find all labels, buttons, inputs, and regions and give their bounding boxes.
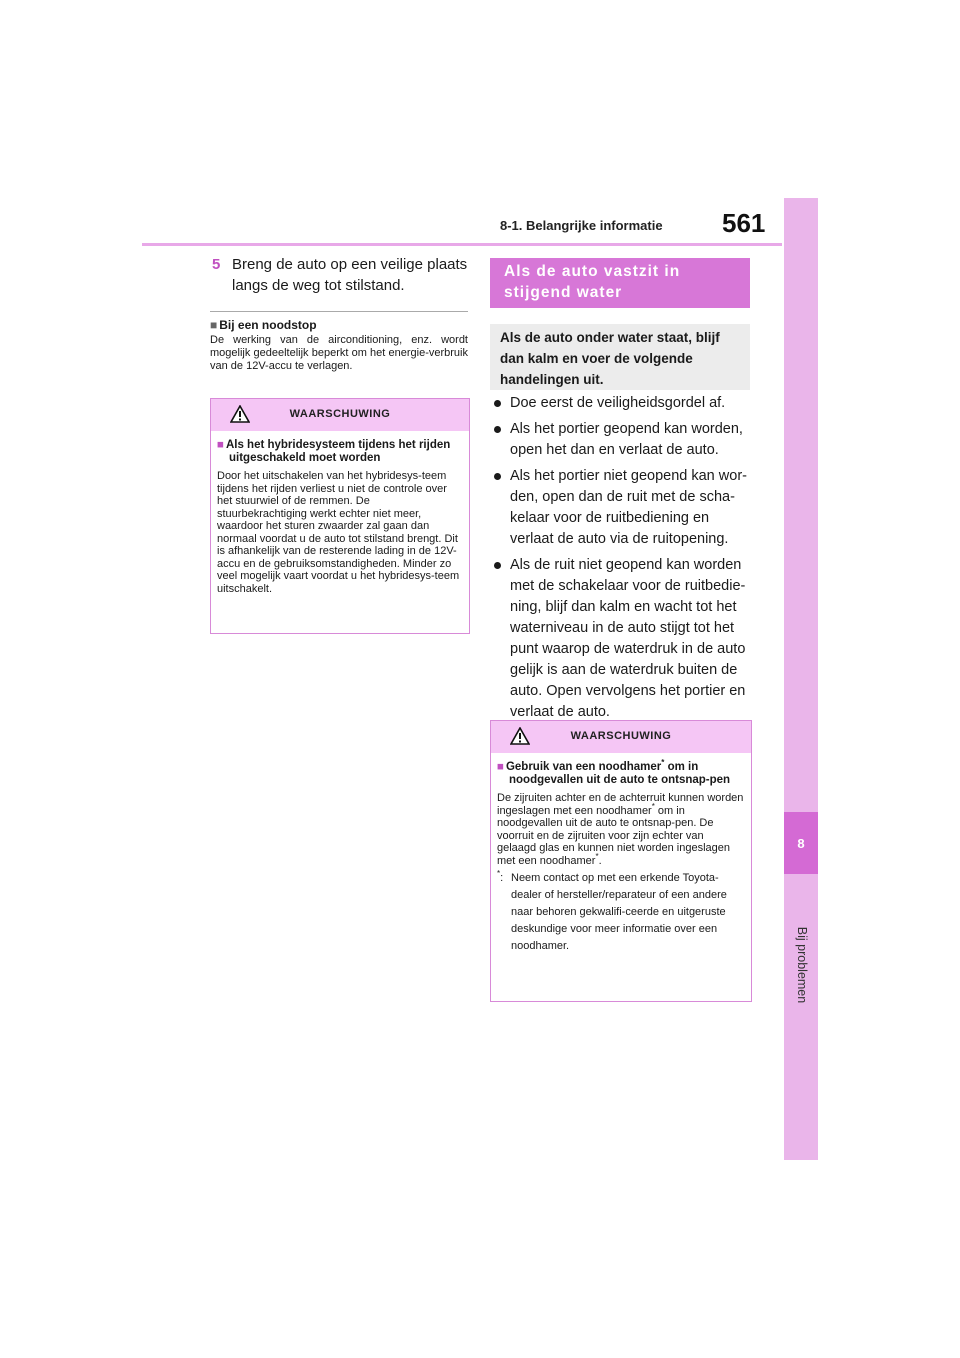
warning-heading: [217, 439, 462, 465]
chapter-label: Bij problemen: [795, 926, 809, 1004]
warning-header: [491, 721, 751, 753]
divider: [210, 311, 468, 312]
step-text: Breng de auto op een veilige plaats langs de weg tot stilstand.: [232, 256, 468, 294]
note-heading: [210, 318, 317, 332]
square-bullet-icon: ■: [210, 318, 218, 332]
note-body: De werking van de airconditioning, enz. wordt mogelijk gedeeltelijk beperkt om het energie-verbruik van de 12V-accu te verlagen.: [210, 334, 468, 372]
page-number: 561: [722, 208, 766, 238]
section-heading-box: Als de auto vastzit in stijgend water: [490, 258, 750, 308]
warning-header: [211, 399, 469, 431]
step-5: [212, 254, 472, 296]
list-item: Doe eerst de veiligheidsgordel af.: [490, 393, 752, 414]
warning-heading-text: Als het hybridesysteem tijdens het rijden uitgeschakeld moet worden: [225, 439, 451, 464]
warning-box-hybrid: [210, 398, 470, 634]
list-item: Als het portier geopend kan worden, open het dan en verlaat de auto.: [490, 419, 752, 461]
note-heading-text: Bij een noodstop: [219, 318, 317, 332]
square-bullet-icon: ■: [497, 761, 504, 773]
side-tab: [784, 198, 818, 1160]
bullet-list: [490, 393, 752, 728]
chapter-number-tab[interactable]: 8: [784, 812, 818, 874]
header-rule: [142, 243, 782, 246]
warning-heading: ■ Gebruik van een noodhamer* om in noodgevallen uit de auto te ontsnap-pen: [497, 758, 731, 786]
step-number: 5: [212, 256, 221, 273]
list-item: Als de ruit niet geopend kan worden met de schakelaar voor de ruitbedie-ning, blijf dan kalm en wacht tot het waterniveau in de auto stijgt tot het punt waarop de waterdruk in de auto gelijk is aan de waterdruk buiten de auto. Open vervolgens het portier en verlaat de auto.: [490, 555, 752, 723]
warning-body: Door het uitschakelen van het hybridesys-teem tijdens het rijden verliest u niet de controle over het stuurwiel of de remmen. De stuurbekrachtiging werkt echter niet meer, waardoor het sturen zwaarder zal gaan dan normaal voordat u de auto tot stilstand brengt. Dit is afhankelijk van de resterende lading in de 12V-accu en de gebruiksomstandigheden. Minder zo veel mogelijk vaart voordat u het hybridesys-teem uitschakelt.: [217, 470, 460, 595]
section-title: 8-1. Belangrijke informatie: [500, 218, 663, 233]
square-bullet-icon: ■: [217, 439, 224, 451]
warning-title: WAARSCHUWING: [289, 408, 391, 420]
warning-box-emergency-hammer: [490, 720, 752, 1002]
list-item: Als het portier niet geopend kan wor-den, open dan de ruit met de scha-kelaar voor de ruitbediening en verlaat de auto via de ruitopening.: [490, 466, 752, 550]
intro-box: Als de auto onder water staat, blijf dan kalm en voer de volgende handelingen uit.: [490, 324, 750, 390]
footnote-text: Neem contact op met een erkende Toyota-dealer of hersteller/reparateur of een andere naar behoren gekwalifi-ceerde en uitgeruste deskundige voor meer informatie over een noodhamer.: [511, 872, 727, 952]
warning-title: WAARSCHUWING: [570, 730, 672, 742]
footnote: *: Neem contact op met een erkende Toyota-dealer of hersteller/reparateur of een andere naar behoren gekwalifi-ceerde en uitgeruste deskundige voor meer informatie over een noodhamer.: [497, 870, 744, 955]
warning-body: De zijruiten achter en de achterruit kunnen worden ingeslagen met een noodhamer* om in noodgevallen uit de auto te ontsnap-pen. De voorruit en de zijruiten voor zijn echter van gelaagd glas en kunnen niet worden ingeslagen met een noodhamer*.: [497, 792, 744, 867]
